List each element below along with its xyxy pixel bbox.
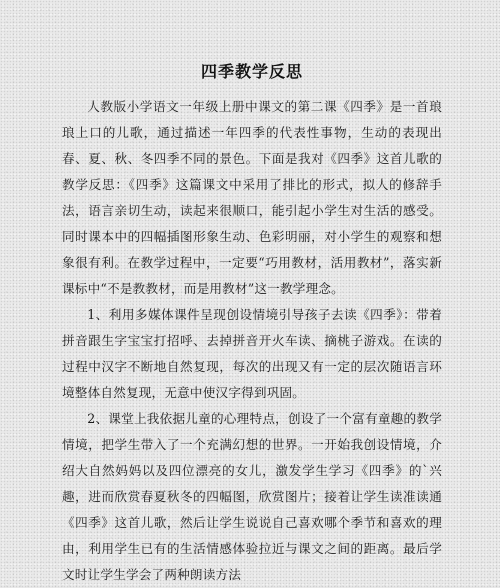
paragraph-point-2: 2、课堂上我依据儿童的心理特点，创设了一个富有童趣的教学情境，把学生带入了一个充满幻想的世界。一开始我创设情境，介绍大自然妈妈以及四位漂亮的女儿，激发学生学习《四季》的`兴趣，进而欣赏春夏秋冬的四幅图，欣赏图片；接着让学生读准读通《四季》这首儿歌，然后让学生说说自己喜欢哪个季节和喜欢的理由，利用学生已有的生活情感体验拉近与课文之间的距离。最后学文时让学生学会了两种朗读方法: [62, 411, 442, 582]
paragraph-intro: 人教版小学语文一年级上册中课文的第二课《四季》是一首琅琅上口的儿歌，通过描述一年四季的代表性事物，生动的表现出春、夏、秋、冬四季不同的景色。下面是我对《四季》这首儿歌的教学反思：《四季》这篇课文中采用了排比的形式，拟人的修辞手法，语言亲切生动，读起来很顺口，能引起小学生对生活的感受。同时课本中的四幅插图形象生动、色彩明丽，对小学生的观察和想象很有利。在教学过程中，一定要“巧用教材，活用教材”，落实新课标中“不是教教材，而是用教材”这一教学理念。: [62, 99, 442, 296]
document-title: 四季教学反思: [200, 62, 303, 81]
paragraph-point-1: 1、利用多媒体课件呈现创设情境引导孩子去读《四季》：带着拼音跟生字宝宝打招呼、去掉拼音开火车读、摘桃子游戏。在读的过程中汉字不断地自然复现，每次的出现又有一定的层次随语言环境整体自然复现，无意中使汉字得到巩固。: [62, 307, 442, 400]
